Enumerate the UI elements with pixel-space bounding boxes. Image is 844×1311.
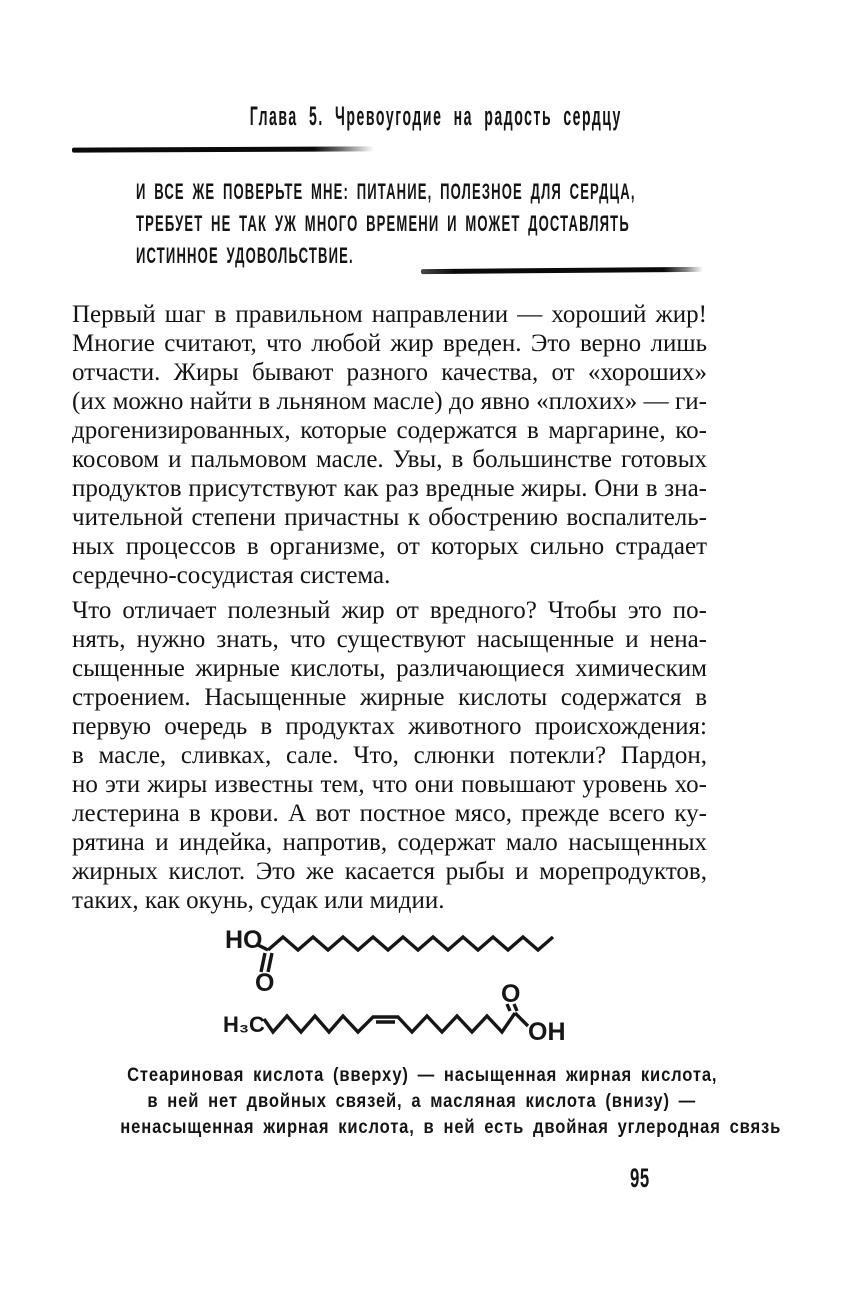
paragraph-2 <box>72 596 707 915</box>
text-line: Что отличает полезный жир от вредного? Чтобы это по- <box>72 597 707 624</box>
text-line: чительной степени причастны к обострению воспалитель- <box>72 504 707 531</box>
chapter-header <box>14 101 844 131</box>
text-line: отчасти. Жиры бывают разного качества, от «хороших» <box>72 359 707 386</box>
figure-caption <box>62 1062 782 1140</box>
quote-line: И ВСЕ ЖЕ ПОВЕРЬТЕ МНЕ: ПИТАНИЕ, ПОЛЕЗНОЕ ДЛЯ СЕРДЦА, <box>136 179 636 204</box>
text-line: таких, как окунь, судак или мидии. <box>72 887 445 914</box>
text-line: сердечно-сосудистая система. <box>72 562 391 589</box>
oh-label: OH <box>528 1018 566 1046</box>
text-line: лестерина в крови. А вот постное мясо, прежде всего ку- <box>72 800 707 827</box>
epigraph-quote <box>136 176 844 272</box>
text-line: Многие считают, что любой жир вреден. Это верно лишь <box>72 330 707 357</box>
text-line: ных процессов в организме, от которых сильно страдает <box>72 533 707 560</box>
ho-label: HO <box>225 926 263 954</box>
text-line: в масле, сливках, сале. Что, слюнки потекли? Пардон, <box>72 742 707 769</box>
text-line: косовом и пальмовом масле. Увы, в большинстве готовых <box>72 446 707 473</box>
page-number: 95 <box>630 1163 650 1193</box>
quote-line: ТРЕБУЕТ НЕ ТАК УЖ МНОГО ВРЕМЕНИ И МОЖЕТ ДОСТАВЛЯТЬ <box>136 211 630 236</box>
caption-line: в ней нет двойных связей, а масляная кислота (внизу) — <box>147 1090 697 1112</box>
text-line: нять, нужно знать, что существуют насыщенные и нена- <box>72 626 707 653</box>
caption-line: ненасыщенная жирная кислота, в ней есть двойная углеродная связь <box>120 1116 782 1138</box>
caption-line: Стеариновая кислота (вверху) — насыщенная жирная кислота, <box>126 1064 718 1086</box>
text-line: Первый шаг в правильном направлении — хороший жир! <box>72 301 707 328</box>
carbonyl-o-label: O <box>501 980 521 1008</box>
text-line: (их можно найти в льняном масле) до явно «плохих» — ги- <box>72 388 707 415</box>
text-line: продуктов присутствуют как раз вредные жиры. Они в зна- <box>72 475 707 502</box>
quote-line: ИСТИННОЕ УДОВОЛЬСТВИЕ. <box>136 243 354 268</box>
text-line: жирных кислот. Это же касается рыбы и морепродуктов, <box>72 858 707 885</box>
carbonyl-o-label: O <box>255 969 275 997</box>
bottom-divider-line <box>421 267 703 274</box>
text-line: рятина и индейка, напротив, содержат мало насыщенных <box>72 829 707 856</box>
top-divider-line <box>72 146 374 152</box>
text-line: строением. Насыщенные жирные кислоты содержатся в <box>72 684 707 711</box>
text-line: первую очередь в продуктах животного происхождения: <box>72 713 707 740</box>
h3c-label: H₃C <box>223 1012 265 1037</box>
chapter-header-text: Глава 5. Чревоугодие на радость сердцу <box>249 101 623 131</box>
text-line: сыщенные жирные кислоты, различающиеся химическим <box>72 655 707 682</box>
text-line: дрогенизированных, которые содержатся в маргарине, ко- <box>72 417 707 444</box>
fatty-acid-structures-figure <box>215 915 595 1055</box>
text-line: но эти жиры известны тем, что они повышают уровень хо- <box>72 771 707 798</box>
paragraph-1 <box>72 300 707 590</box>
